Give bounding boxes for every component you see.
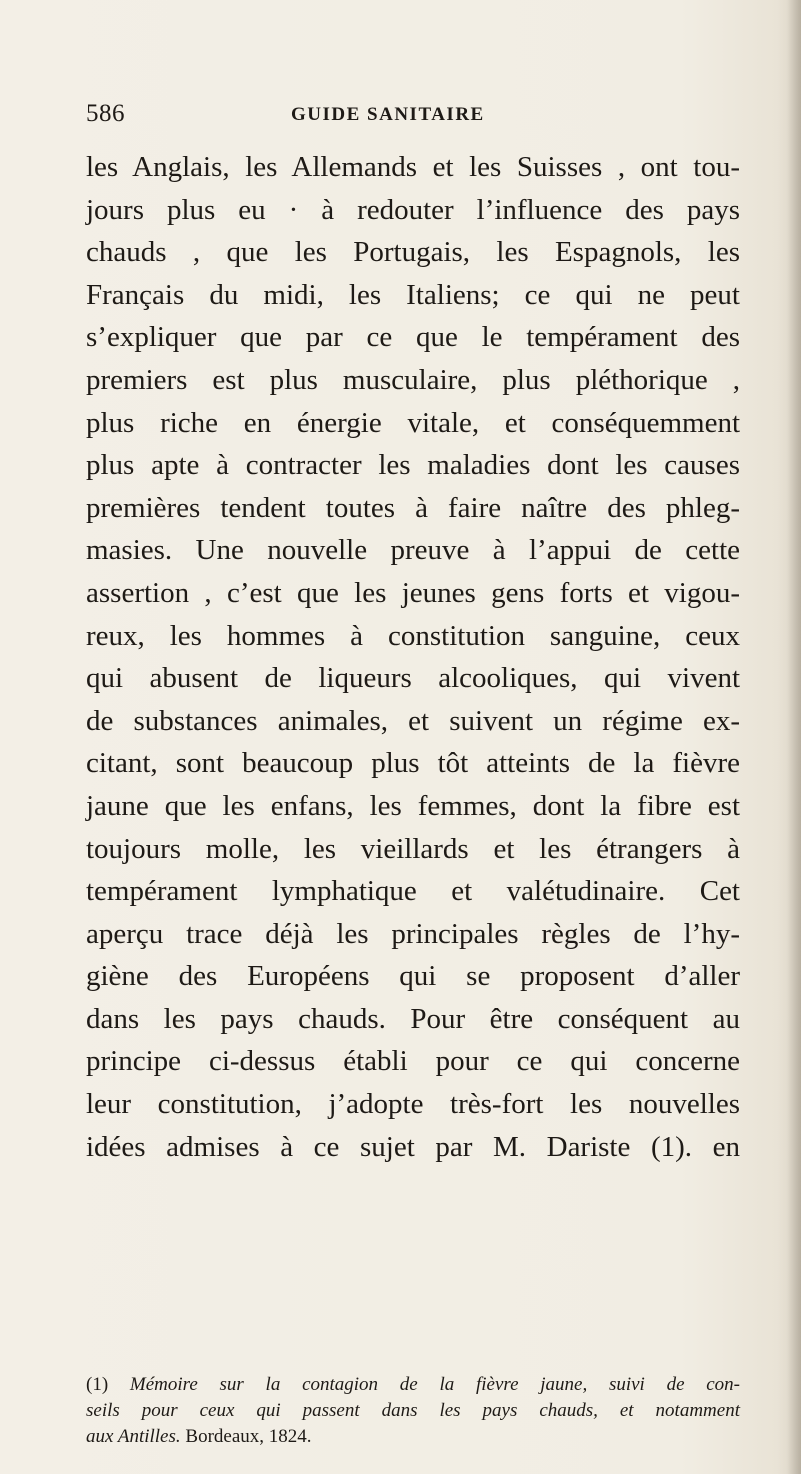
footnote-title-part: aux Antilles. bbox=[86, 1426, 181, 1447]
page-number: 586 bbox=[86, 100, 125, 127]
body-line: masies. Une nouvelle preuve à l’appui de cette bbox=[86, 534, 740, 567]
body-line: chauds , que les Portugais, les Espagnols, les bbox=[86, 236, 740, 269]
footnote bbox=[86, 1372, 740, 1450]
body-line: assertion , c’est que les jeunes gens forts et vigou- bbox=[86, 576, 740, 609]
body-line: de substances animales, et suivent un régime ex- bbox=[86, 704, 740, 737]
body-line: jaune que les enfans, les femmes, dont la fibre est bbox=[86, 789, 740, 822]
body-line: dans les pays chauds. Pour être conséquent au bbox=[86, 1002, 740, 1035]
body-line: Français du midi, les Italiens; ce qui ne peut bbox=[86, 278, 740, 311]
running-title: GUIDE SANITAIRE bbox=[291, 104, 485, 125]
body-line: qui abusent de liqueurs alcooliques, qui vivent bbox=[86, 662, 740, 695]
footnote-title-part: seils pour ceux qui passent dans les pays chauds, et notamment bbox=[86, 1400, 740, 1421]
body-line: leur constitution, j’adopte très-fort les nouvelles bbox=[86, 1088, 740, 1121]
body-line: giène des Européens qui se proposent d’aller bbox=[86, 960, 740, 993]
body-line: tempérament lymphatique et valétudinaire. Cet bbox=[86, 875, 740, 908]
body-line: jours plus eu · à redouter l’influence des pays bbox=[86, 193, 740, 226]
body-line: reux, les hommes à constitution sanguine, ceux bbox=[86, 619, 740, 652]
page-header bbox=[86, 100, 726, 136]
footnote-title-part: Mémoire sur la contagion de la fièvre jaune, suivi de con- bbox=[129, 1374, 741, 1395]
body-line: premiers est plus musculaire, plus pléthorique , bbox=[86, 363, 740, 396]
body-line: s’expliquer que par ce que le tempérament des bbox=[86, 321, 740, 354]
body-line: aperçu trace déjà les principales règles de l’hy- bbox=[86, 917, 740, 950]
page-edge-shadow bbox=[787, 0, 801, 1474]
body-line: premières tendent toutes à faire naître des phleg- bbox=[86, 491, 740, 524]
footnote-line bbox=[86, 1424, 740, 1450]
body-line: plus riche en énergie vitale, et conséquemment bbox=[86, 406, 740, 439]
body-line: principe ci-dessus établi pour ce qui concerne bbox=[86, 1045, 740, 1078]
body-line: les Anglais, les Allemands et les Suisses , ont tou- bbox=[86, 151, 740, 183]
footnote-imprint: Bordeaux, 1824. bbox=[180, 1426, 312, 1447]
footnote-line bbox=[86, 1372, 740, 1398]
footnote-line bbox=[86, 1398, 740, 1424]
footnote-mark: (1) bbox=[86, 1374, 109, 1395]
body-text bbox=[86, 146, 740, 1168]
body-line: citant, sont beaucoup plus tôt atteints de la fièvre bbox=[86, 747, 740, 780]
body-line: plus apte à contracter les maladies dont les causes bbox=[86, 449, 740, 482]
body-line: idées admises à ce sujet par M. Dariste (1). en bbox=[86, 1130, 740, 1163]
body-line: toujours molle, les vieillards et les étrangers à bbox=[86, 832, 740, 865]
